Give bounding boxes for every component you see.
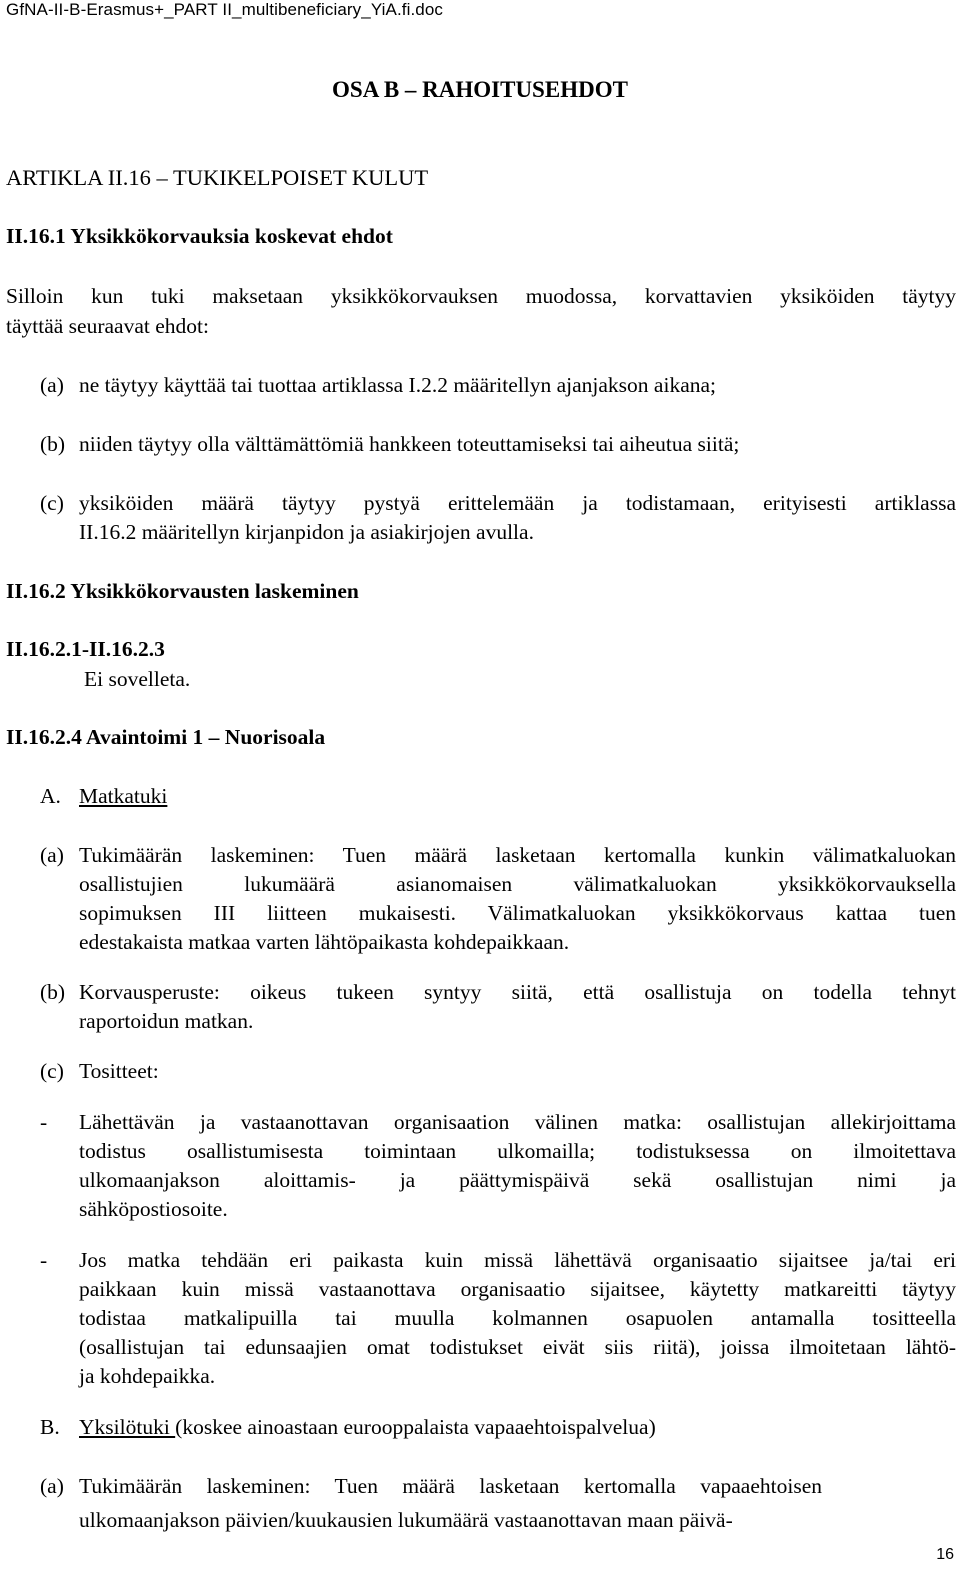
list-marker: (c) <box>40 1059 64 1083</box>
list-item-text: todistaa matkalipuilla tai muulla kolmannen osapuolen antamalla tositteella <box>79 1306 956 1330</box>
section-heading: II.16.2 Yksikkökorvausten laskeminen <box>6 579 359 603</box>
list-item-text: Tositteet: <box>79 1059 159 1083</box>
list-item-text: Tukimäärän laskeminen: Tuen määrä lasketaan kertomalla kunkin välimatkaluokan <box>79 843 956 867</box>
list-item-text: paikkaan kuin missä vastaanottava organisaatio sijaitsee, käytetty matkareitti täytyy <box>79 1277 956 1301</box>
list-marker: (c) <box>40 491 64 515</box>
list-item-text: sopimuksen III liitteen mukaisesti. Välimatkaluokan yksikkökorvaus kattaa tuen <box>79 901 956 925</box>
list-item-text: II.16.2 määritellyn kirjanpidon ja asiakirjojen avulla. <box>79 520 534 544</box>
list-item-text: ulkomaanjakson aloittamis- ja päättymispäivä sekä osallistujan nimi ja <box>79 1168 956 1192</box>
list-item-text: Jos matka tehdään eri paikasta kuin missä lähettävä organisaatio sijaitsee ja/tai eri <box>79 1248 956 1272</box>
list-item-text: raportoidun matkan. <box>79 1009 254 1033</box>
list-item-text: sähköpostiosoite. <box>79 1197 228 1221</box>
list-item-text: edestakaista matkaa varten lähtöpaikasta kohdepaikkaan. <box>79 930 570 954</box>
list-item-text: niiden täytyy olla välttämättömiä hankkeen toteuttamiseksi tai aiheutua siitä; <box>79 432 740 456</box>
document-title: OSA B – RAHOITUSEHDOT <box>332 77 628 102</box>
part-title: Matkatuki <box>79 784 168 808</box>
subsection-heading: II.16.2.1-II.16.2.3 <box>6 637 165 661</box>
list-item-text: ne täytyy käyttää tai tuottaa artiklassa I.2.2 määritellyn ajanjakson aikana; <box>79 373 717 397</box>
list-item-text: ulkomaanjakson päivien/kuukausien lukumäärä vastaanottavan maan päivä- <box>79 1508 733 1532</box>
paragraph-line: Silloin kun tuki maksetaan yksikkökorvauksen muodossa, korvattavien yksiköiden täytyy <box>6 284 956 308</box>
article-heading: ARTIKLA II.16 – TUKIKELPOISET KULUT <box>6 165 429 190</box>
list-item-text: ja kohdepaikka. <box>79 1364 216 1388</box>
dash-marker: - <box>40 1110 48 1134</box>
list-item-text: todistus osallistumisesta toimintaan ulkomailla; todistuksessa on ilmoitettava <box>79 1139 956 1163</box>
list-item-text: Lähettävän ja vastaanottavan organisaation välinen matka: osallistujan allekirjoittama <box>79 1110 956 1134</box>
document-filename: GfNA-II-B-Erasmus+_PART II_multibeneficiary_YiA.fi.doc <box>6 0 444 19</box>
part-title-note: (koskee ainoastaan eurooppalaista vapaaehtoispalvelua) <box>175 1415 656 1439</box>
part-title-line <box>79 1417 656 1439</box>
list-marker: (b) <box>40 432 66 456</box>
subsection-heading: II.16.2.4 Avaintoimi 1 – Nuorisoala <box>6 725 326 749</box>
paragraph-line: täyttää seuraavat ehdot: <box>6 314 209 338</box>
list-item-text: Korvausperuste: oikeus tukeen syntyy siitä, että osallistuja on todella tehnyt <box>79 980 956 1004</box>
list-item-text: (osallistujan tai edunsaajien omat todistukset eivät siis riitä), joissa ilmoitetaan lähtö- <box>79 1335 956 1359</box>
list-item-text: Tukimäärän laskeminen: Tuen määrä lasketaan kertomalla vapaaehtoisen <box>79 1474 822 1498</box>
list-marker: (b) <box>40 980 66 1004</box>
list-marker: (a) <box>40 373 64 397</box>
part-title: Yksilötuki <box>79 1415 176 1439</box>
dash-marker: - <box>40 1248 48 1272</box>
part-marker: B. <box>40 1415 60 1439</box>
part-marker: A. <box>40 784 61 808</box>
list-marker: (a) <box>40 1474 64 1498</box>
list-marker: (a) <box>40 843 64 867</box>
paragraph-line: Ei sovelleta. <box>84 667 191 691</box>
list-item-text: osallistujien lukumäärä asianomaisen välimatkaluokan yksikkökorvauksella <box>79 872 956 896</box>
list-item-text: yksiköiden määrä täytyy pystyä erittelemään ja todistamaan, erityisesti artiklassa <box>79 491 956 515</box>
page-number: 16 <box>936 1546 954 1563</box>
section-heading: II.16.1 Yksikkökorvauksia koskevat ehdot <box>6 224 393 248</box>
